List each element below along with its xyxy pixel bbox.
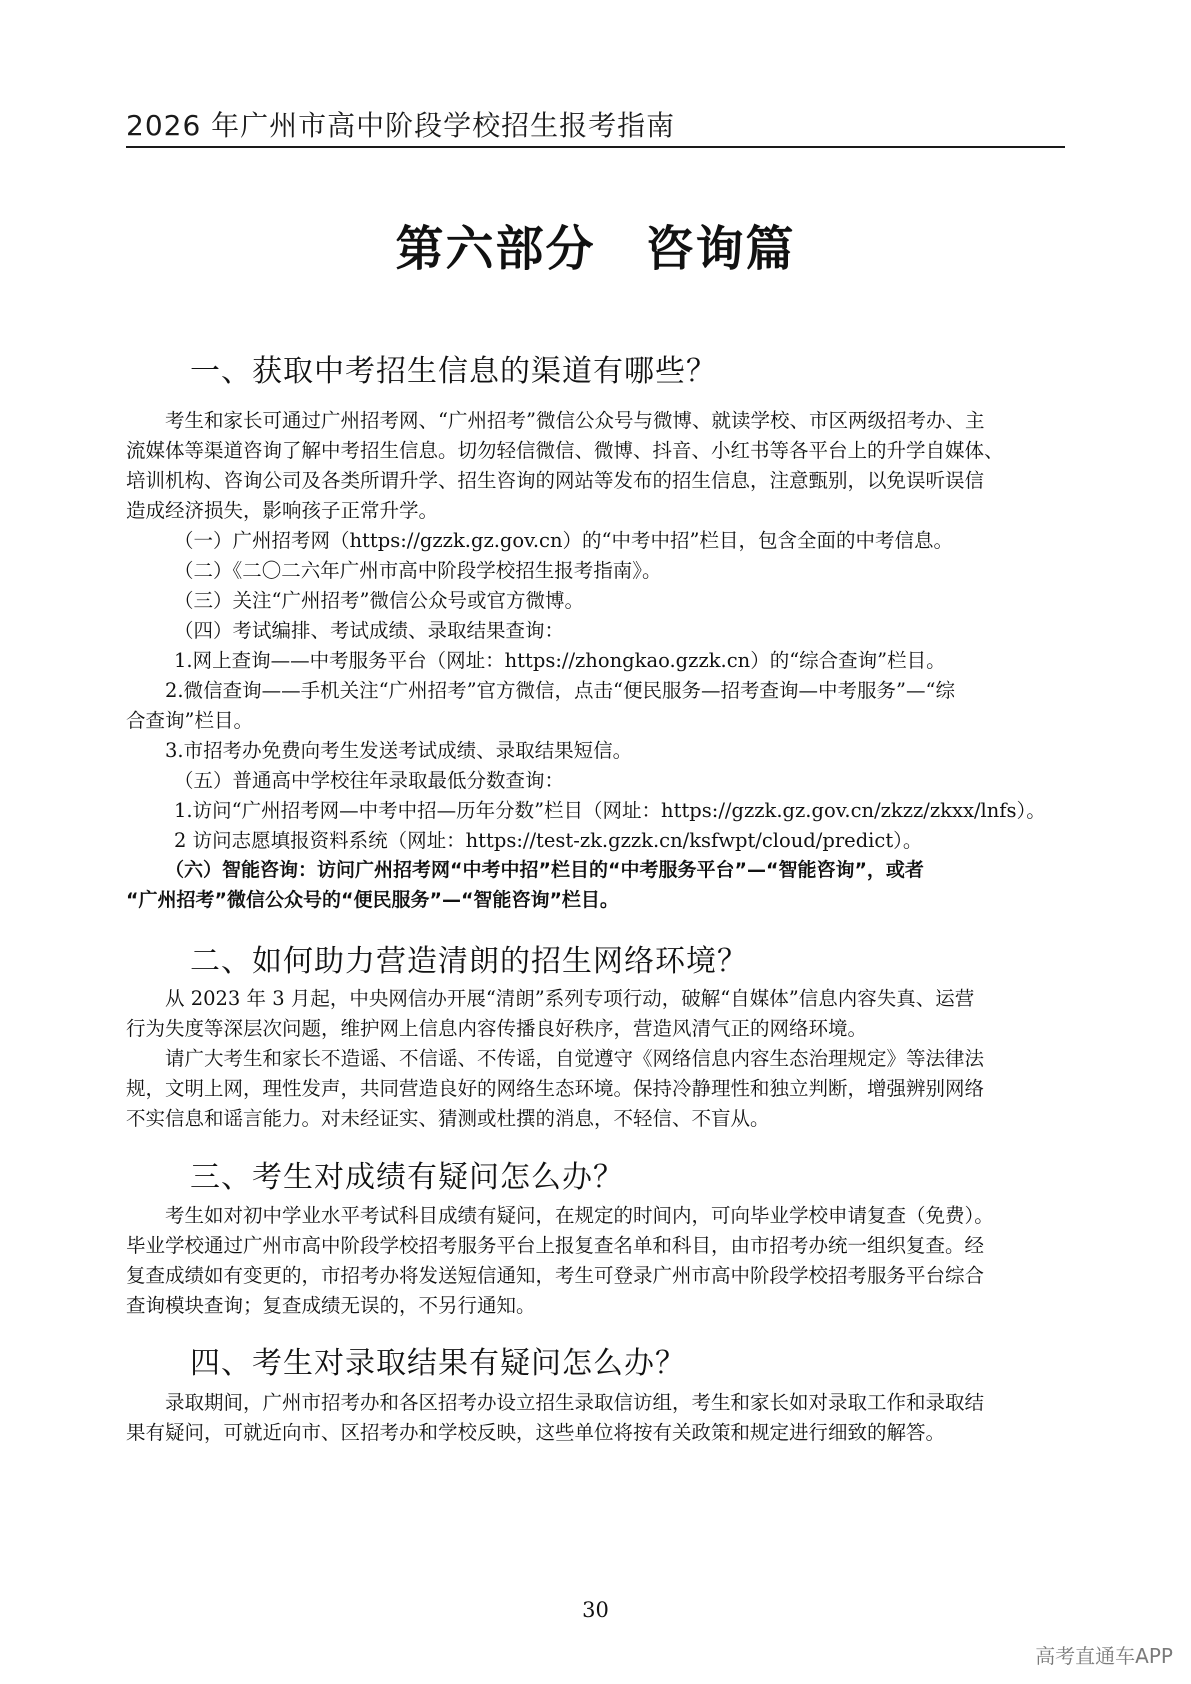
paragraph-line: 规，文明上网，理性发声，共同营造良好的网络生态环境。保持冷静理性和独立判断，增强辨别网络 <box>126 1077 985 1100</box>
part-title: 第六部分 咨询篇 <box>395 221 796 277</box>
list-item: （二）《二〇二六年广州市高中阶段学校招生报考指南》。 <box>174 559 662 582</box>
list-item: 2.微信查询——手机关注“广州招考”官方微信，点击“便民服务—招考查询—中考服务”—“综 <box>165 679 955 702</box>
paragraph-line: 考生如对初中学业水平考试科目成绩有疑问，在规定的时间内，可向毕业学校申请复查（免费）。 <box>165 1204 994 1227</box>
paragraph-line: 毕业学校通过广州市高中阶段学校招考服务平台上报复查名单和科目，由市招考办统一组织复查。经 <box>126 1234 985 1257</box>
list-item: （五）普通高中学校往年录取最低分数查询： <box>174 769 565 792</box>
running-header: 2026 年广州市高中阶段学校招生报考指南 <box>126 109 676 142</box>
paragraph-line: 培训机构、咨询公司及各类所谓升学、招生咨询的网站等发布的招生信息，注意甄别，以免误听误信 <box>126 469 985 492</box>
paragraph-line: 录取期间，广州市招考办和各区招考办设立招生录取信访组，考生和家长如对录取工作和录取结 <box>165 1391 985 1414</box>
paragraph-line: 查询模块查询；复查成绩无误的，不另行通知。 <box>126 1294 536 1317</box>
list-item: 合查询”栏目。 <box>126 709 253 732</box>
section-heading-3: 三、考生对成绩有疑问怎么办？ <box>190 1160 624 1195</box>
paragraph-line: 复查成绩如有变更的，市招考办将发送短信通知，考生可登录广州市高中阶段学校招考服务平台综合 <box>126 1264 985 1287</box>
paragraph-line: 请广大考生和家长不造谣、不信谣、不传谣，自觉遵守《网络信息内容生态治理规定》等法律法 <box>165 1047 985 1070</box>
list-item: （四）考试编排、考试成绩、录取结果查询： <box>174 619 565 642</box>
paragraph-line: 流媒体等渠道咨询了解中考招生信息。切勿轻信微信、微博、抖音、小红书等各平台上的升学自媒体、 <box>126 439 1004 462</box>
page-number: 30 <box>582 1598 609 1622</box>
list-item-emphasis: （六）智能咨询：访问广州招考网“中考中招”栏目的“中考服务平台”—“智能咨询”，或者 <box>165 859 924 881</box>
section-heading-1: 一、获取中考招生信息的渠道有哪些？ <box>190 354 717 389</box>
list-item: 1.访问“广州招考网—中考中招—历年分数”栏目（网址：https://gzzk.gz.gov.cn/zkzz/zkxx/lnfs）。 <box>174 799 1046 822</box>
paragraph-line: 造成经济损失，影响孩子正常升学。 <box>126 499 439 522</box>
list-item: （三）关注“广州招考”微信公众号或官方微博。 <box>174 589 584 612</box>
paragraph-line: 果有疑问，可就近向市、区招考办和学校反映，这些单位将按有关政策和规定进行细致的解答。 <box>126 1421 946 1444</box>
section-heading-4: 四、考生对录取结果有疑问怎么办？ <box>190 1346 686 1381</box>
paragraph-line: 不实信息和谣言能力。对未经证实、猜测或杜撰的消息，不轻信、不盲从。 <box>126 1107 770 1130</box>
watermark: 高考直通车APP <box>1035 1644 1173 1668</box>
section-heading-2: 二、如何助力营造清朗的招生网络环境？ <box>190 944 748 979</box>
paragraph-line: 考生和家长可通过广州招考网、“广州招考”微信公众号与微博、就读学校、市区两级招考办、主 <box>165 409 985 432</box>
paragraph-line: 行为失度等深层次问题，维护网上信息内容传播良好秩序，营造风清气正的网络环境。 <box>126 1017 868 1040</box>
list-item-emphasis: “广州招考”微信公众号的“便民服务”—“智能咨询”栏目。 <box>126 889 619 911</box>
list-item: （一）广州招考网（https://gzzk.gz.gov.cn）的“中考中招”栏目，包含全面的中考信息。 <box>174 529 953 552</box>
list-item: 3.市招考办免费向考生发送考试成绩、录取结果短信。 <box>165 739 633 762</box>
list-item: 1.网上查询——中考服务平台（网址：https://zhongkao.gzzk.cn）的“综合查询”栏目。 <box>174 649 946 672</box>
header-rule <box>126 146 1065 148</box>
paragraph-line: 从 2023 年 3 月起，中央网信办开展“清朗”系列专项行动，破解“自媒体”信息内容失真、运营 <box>165 987 975 1010</box>
list-item: 2 访问志愿填报资料系统（网址：https://test-zk.gzzk.cn/ksfwpt/cloud/predict）。 <box>174 829 923 852</box>
